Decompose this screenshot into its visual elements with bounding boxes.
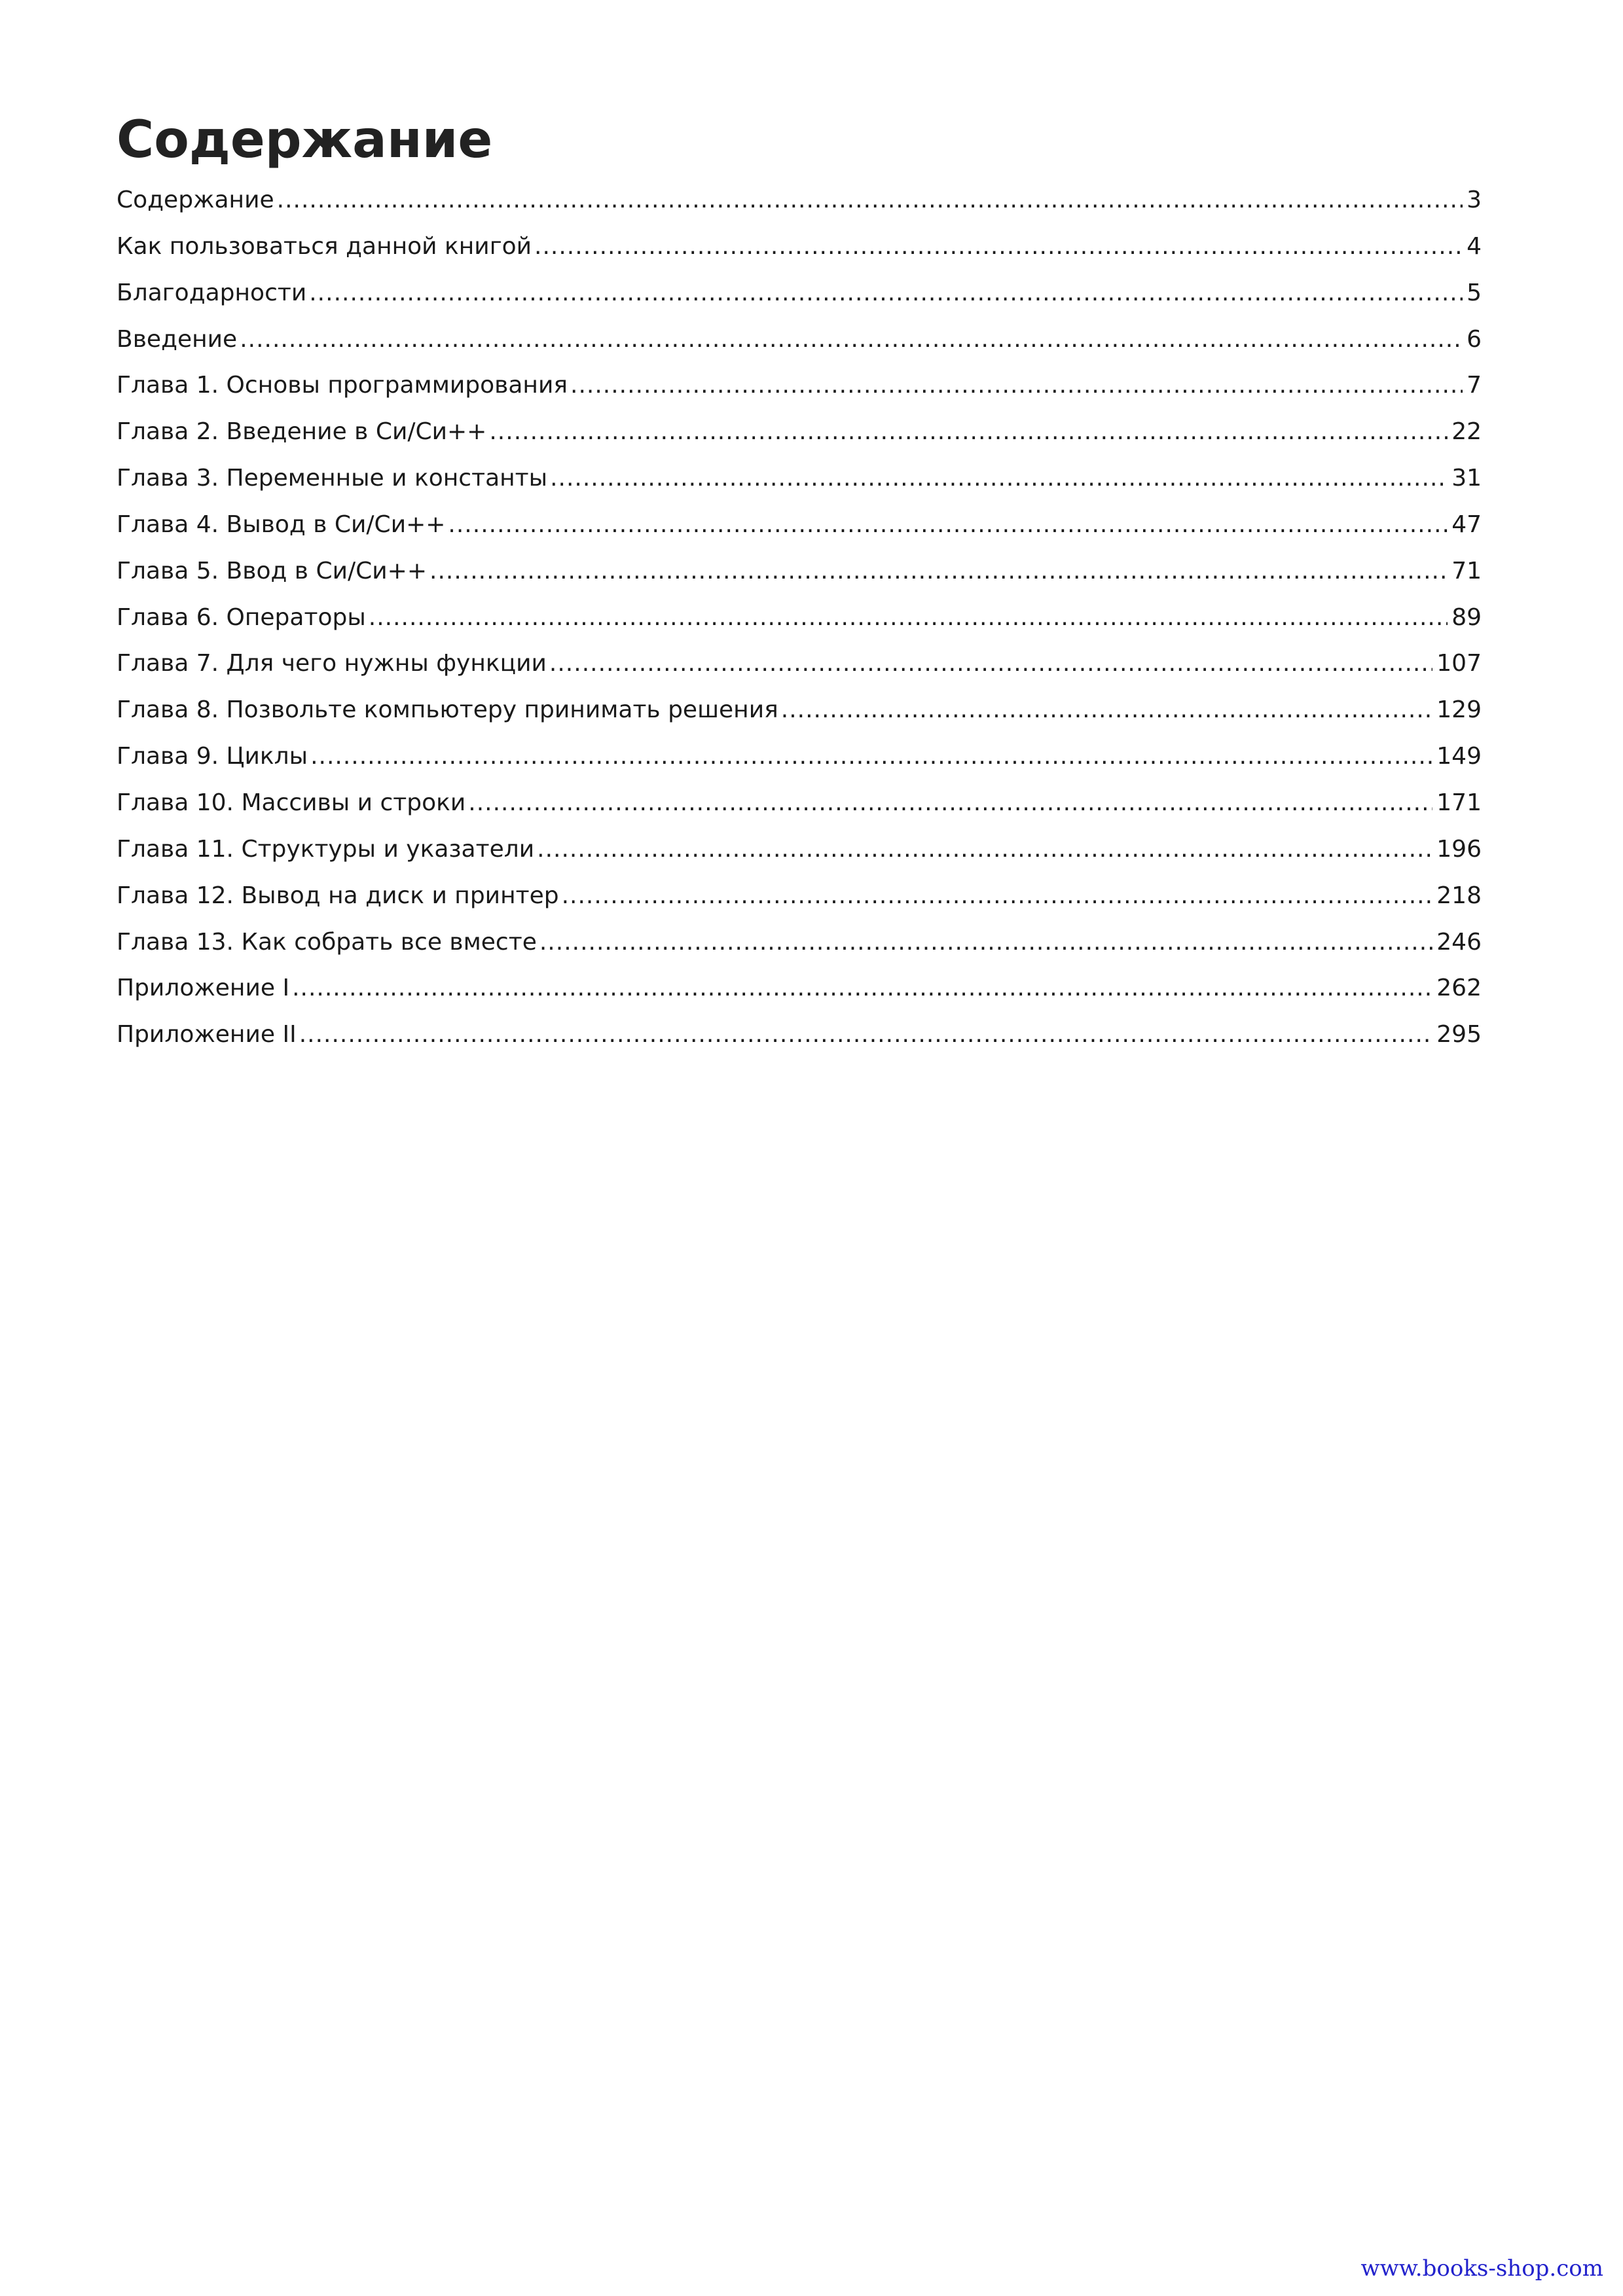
toc-entry[interactable] [117,931,1482,977]
toc-entry-page: 89 [1451,605,1482,631]
toc-entry[interactable] [117,420,1482,467]
toc-entry-label: Глава 3. Переменные и константы [117,467,548,492]
toc-dot-leader [448,513,1448,537]
toc-dot-leader [537,838,1432,861]
toc-entry-page: 218 [1436,884,1482,909]
toc-entry-page: 47 [1451,512,1482,538]
toc-entry[interactable] [117,560,1482,606]
toc-dot-leader [562,884,1433,908]
toc-entry-page: 129 [1436,698,1482,724]
toc-dot-leader [299,1023,1433,1047]
toc-dot-leader [468,791,1432,815]
toc-dot-leader [781,698,1433,722]
toc-entry-label: Приложение II [117,1023,297,1049]
toc-entry[interactable] [117,838,1482,884]
toc-dot-leader [549,652,1432,675]
toc-dot-leader [534,235,1463,259]
toc-entry[interactable] [117,606,1482,653]
toc-entry-label: Глава 13. Как собрать все вместе [117,930,537,956]
toc-entry-label: Глава 9. Циклы [117,745,308,770]
toc-entry-label: Глава 10. Массивы и строки [117,791,466,816]
toc-entry[interactable] [117,1023,1482,1069]
toc-entry[interactable] [117,235,1482,281]
toc-entry-label: Глава 11. Структуры и указатели [117,837,535,863]
toc-entry-label: Глава 8. Позвольте компьютеру принимать решения [117,698,778,724]
toc-entry[interactable] [117,698,1482,745]
toc-entry-page: 107 [1436,652,1482,677]
toc-dot-leader [292,977,1432,1000]
toc-entry-label: Глава 5. Ввод в Си/Си++ [117,559,427,584]
toc-entry-page: 149 [1436,745,1482,770]
toc-entry[interactable] [117,791,1482,838]
toc-entry[interactable] [117,977,1482,1023]
toc-entry-label: Глава 7. Для чего нужны функции [117,652,547,677]
toc-entry-page: 196 [1436,837,1482,863]
toc-entry-page: 31 [1451,467,1482,492]
toc-entry[interactable] [117,884,1482,931]
toc-dot-leader [539,931,1432,954]
toc-entry[interactable] [117,513,1482,560]
toc-entry-label: Благодарности [117,281,307,306]
toc-dot-leader [369,606,1448,630]
toc-entry-page: 7 [1467,374,1482,399]
toc-entry[interactable] [117,467,1482,513]
toc-dot-leader [570,374,1463,397]
footer-website-link[interactable]: www.books-shop.com [1360,2255,1603,2282]
toc-entry-label: Приложение I [117,977,290,1002]
toc-entry-page: 5 [1467,281,1482,306]
toc-entry-page: 171 [1436,791,1482,816]
toc-entry-label: Содержание [117,188,274,213]
toc-dot-leader [429,560,1448,583]
toc-dot-leader [489,420,1448,444]
toc-entry-page: 3 [1467,188,1482,213]
toc-entry[interactable] [117,281,1482,328]
toc-entry[interactable] [117,652,1482,698]
toc-entry-label: Как пользоваться данной книгой [117,234,532,260]
toc-entry-label: Глава 2. Введение в Си/Си++ [117,420,487,446]
toc-dot-leader [310,745,1432,768]
toc-entry-label: Глава 1. Основы программирования [117,374,568,399]
toc-entry-page: 6 [1467,327,1482,353]
toc-entry[interactable] [117,374,1482,420]
toc-entry-page: 295 [1436,1023,1482,1049]
toc-entry-page: 262 [1436,977,1482,1002]
page-title: Содержание [117,111,493,170]
toc-entry[interactable] [117,188,1482,235]
toc-entry-page: 71 [1451,559,1482,584]
toc-dot-leader [550,467,1448,490]
table-of-contents [117,188,1482,1069]
toc-dot-leader [240,328,1463,351]
toc-entry-page: 4 [1467,234,1482,260]
toc-entry[interactable] [117,745,1482,791]
toc-entry-label: Глава 6. Операторы [117,605,366,631]
toc-entry[interactable] [117,328,1482,374]
toc-dot-leader [277,188,1463,212]
toc-dot-leader [309,281,1463,305]
toc-entry-label: Глава 4. Вывод в Си/Си++ [117,512,446,538]
toc-entry-page: 22 [1451,420,1482,446]
toc-entry-label: Введение [117,327,238,353]
toc-entry-page: 246 [1436,930,1482,956]
toc-entry-label: Глава 12. Вывод на диск и принтер [117,884,559,909]
